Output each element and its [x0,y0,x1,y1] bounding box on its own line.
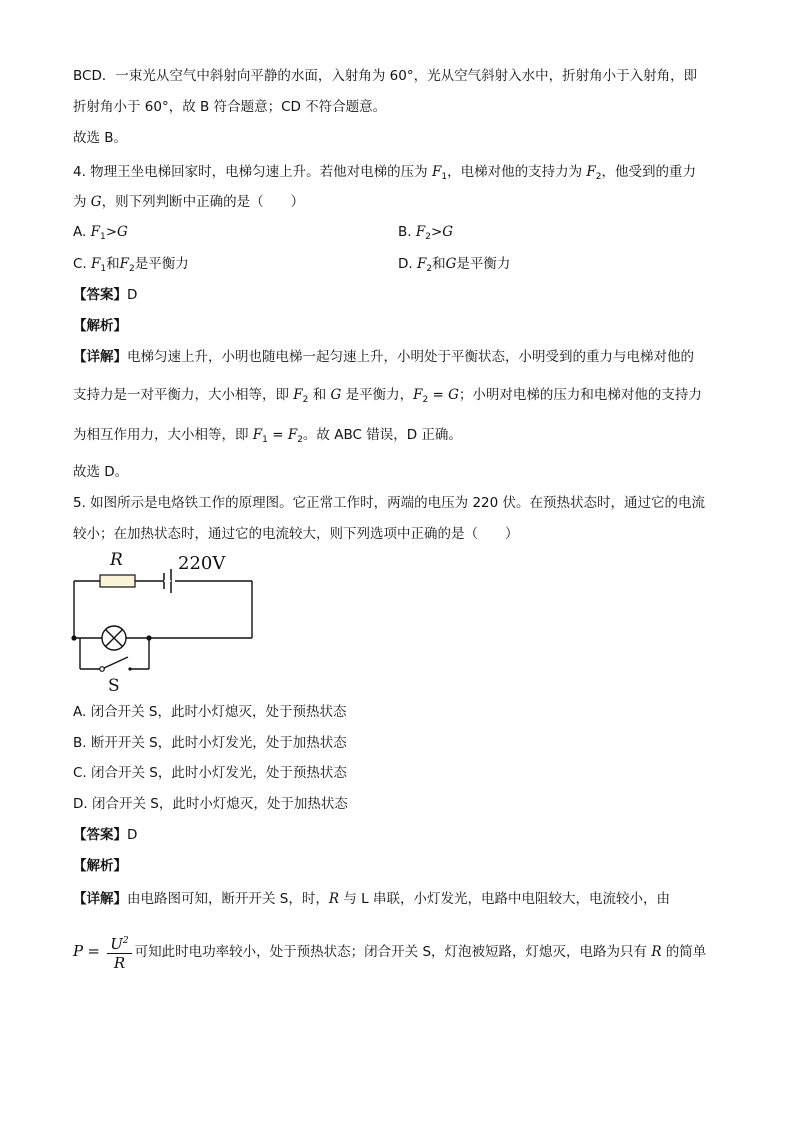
q4-choose: 故选 D。 [73,464,129,480]
q5-option-d: D. 闭合开关 S，此时小灯熄灭，处于加热状态 [73,796,348,812]
resistor-symbol [100,575,135,587]
q4-option-c: C. $F_1$和$F_2$是平衡力 [73,256,189,274]
q4-option-d: D. $F_2$和G是平衡力 [398,256,511,274]
q5-option-c: C. 闭合开关 S，此时小灯发光，处于预热状态 [73,765,347,781]
q4-answer: 【答案】D [73,287,138,303]
q4-stem-line-1: 4. 物理王坐电梯回家时，电梯匀速上升。若他对电梯的压为 $F_1$，电梯对他的支持力为 $F_2$，他受到的重力 [73,164,696,182]
switch-symbol [100,657,132,671]
power-symbol: P [73,942,84,960]
q5-option-a: A. 闭合开关 S，此时小灯熄灭，处于预热状态 [73,704,347,720]
q4-stem-line-2: 为 G，则下列判断中正确的是（ ） [73,194,305,210]
q5-detail-line-2: P = $\frac{U^2}{R}$ 可知此时电功率较小，处于预热状态；闭合开关 S，灯泡被短路，灯熄灭，电路为只有 R 的简单 [73,932,706,972]
q5-option-b: B. 断开开关 S，此时小灯发光，处于加热状态 [73,735,347,751]
prev-choose: 故选 B。 [73,130,128,146]
q4-option-b: B. $F_2>G$ [398,224,454,242]
q5-stem-line-1: 5. 如图所示是电烙铁工作的原理图。它正常工作时，两端的电压为 220 伏。在预热状态时，通过它的电流 [73,495,706,511]
q4-analysis-tag: 【解析】 [73,318,127,334]
resistor-label: R [110,550,123,570]
power-formula-fraction: $\frac{U^2}{R}$ [107,932,131,972]
switch-label: S [108,676,120,695]
q5-answer: 【答案】D [73,827,138,843]
lamp-icon [102,626,126,650]
q4-detail-line-1: 【详解】电梯匀速上升，小明也随电梯一起匀速上升，小明处于平衡状态，小明受到的重力与电梯对他的 [73,349,694,365]
q5-stem-line-2: 较小；在加热状态时，通过它的电流较大，则下列选项中正确的是（ ） [73,526,519,542]
q4-detail-line-2: 支持力是一对平衡力，大小相等，即 $F_2$ 和 G 是平衡力，$F_2 = G$；小明对电梯的压力和电梯对他的支持力 [73,387,702,405]
battery-symbol [164,569,171,593]
q4-detail-line-3: 为相互作用力，大小相等，即 $F_1 = F_2$。故 ABC 错误，D 正确。 [73,427,462,445]
q5-detail-line-1: 【详解】由电路图可知，断开开关 S，时，R 与 L 串联，小灯发光，电路中电阻较大，电流较小，由 [73,891,670,907]
voltage-label: 220V [178,553,226,574]
prev-line-1: BCD．一束光从空气中斜射向平静的水面，入射角为 60°，光从空气斜射入水中，折射角小于入射角，即 [73,68,698,84]
q4-option-a: A. $F_1>G$ [73,224,128,242]
prev-line-2: 折射角小于 60°，故 B 符合题意；CD 不符合题意。 [73,99,387,115]
circuit-diagram [60,545,270,695]
q5-analysis-tag: 【解析】 [73,858,127,874]
equals-sign: = [87,942,100,960]
